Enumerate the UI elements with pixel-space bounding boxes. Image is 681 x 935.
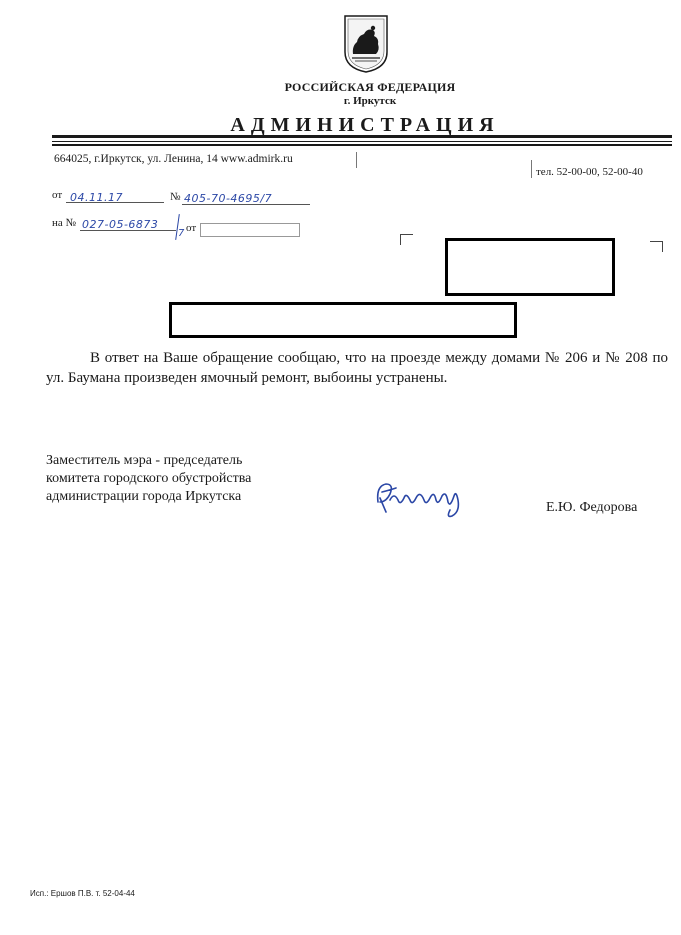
address-line: 664025, г.Иркутск, ул. Ленина, 14 www.admirk.ru <box>54 153 293 165</box>
ref-from-date-field <box>200 223 300 237</box>
addressee-corner-left <box>400 234 413 245</box>
coat-of-arms-icon <box>343 14 389 74</box>
ref-from-label: от <box>186 222 197 234</box>
from-label: от <box>52 189 63 201</box>
signatory-title-line: комитета городского обустройства <box>46 471 252 486</box>
redacted-salutation <box>169 302 517 338</box>
ref-number: 027-05-6873 <box>82 218 159 231</box>
signatory-title <box>46 452 346 506</box>
address-separator <box>356 152 357 168</box>
from-date: 04.11.17 <box>70 191 123 204</box>
executor-note: Исп.: Ершов П.В. т. 52-04-44 <box>30 889 135 898</box>
organization-title: АДМИНИСТРАЦИЯ <box>230 114 500 136</box>
phone-line: тел. 52-00-00, 52-00-40 <box>536 166 643 178</box>
registry-number: 405-70-4695/7 <box>184 192 273 205</box>
header-rule-bottom <box>52 144 672 146</box>
handwritten-signature-icon <box>372 472 472 520</box>
signatory-title-line: Заместитель мэра - председатель <box>46 453 243 468</box>
city-name: г. Иркутск <box>343 95 397 107</box>
phone-separator <box>531 160 532 178</box>
redacted-addressee <box>445 238 615 296</box>
ref-suffix: 7 <box>178 228 185 239</box>
ref-label: на № <box>52 217 77 229</box>
signatory-title-line: администрации города Иркутска <box>46 489 242 504</box>
signatory-name: Е.Ю. Федорова <box>546 500 638 515</box>
letter-body: В ответ на Ваше обращение сообщаю, что на проезде между домами № 206 и № 208 по ул. Баумана произведен ямочный ремонт, выбоины устранены. <box>46 350 668 386</box>
country-name: РОССИЙСКАЯ ФЕДЕРАЦИЯ <box>284 80 456 94</box>
addressee-corner-right <box>650 241 663 252</box>
header-rule-thin <box>52 141 672 142</box>
number-label: № <box>170 191 181 203</box>
header-rule-thick <box>52 135 672 138</box>
